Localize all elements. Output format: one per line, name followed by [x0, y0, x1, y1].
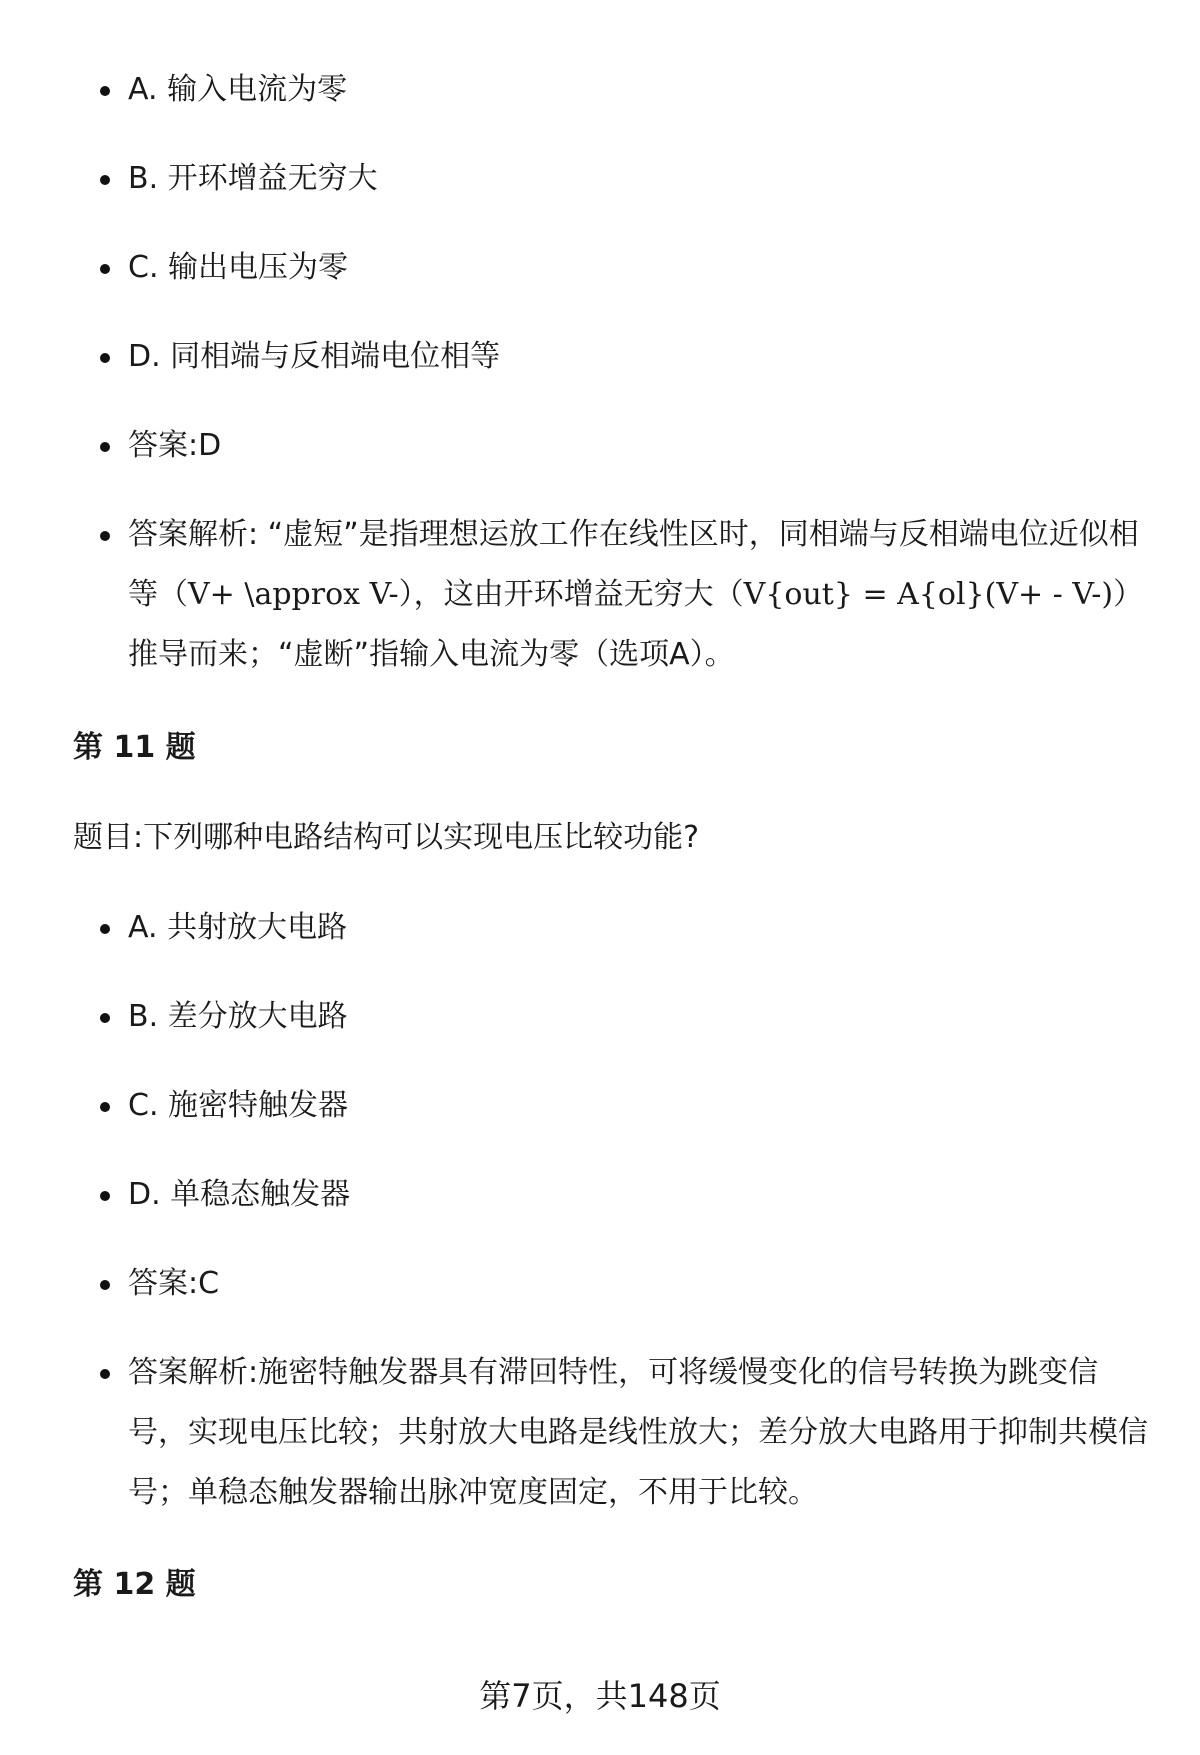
q11-answer [0, 1254, 1148, 1314]
q10-explain-math-2: V{out} = A{ol}(V+ - V-) [743, 577, 1114, 612]
q11-option-d-text: D. 单稳态触发器 [128, 1177, 351, 1212]
q10-option-c-text: C. 输出电压为零 [128, 250, 349, 285]
bullet-icon [100, 442, 110, 452]
question-12-heading: 第 12 题 [73, 1567, 196, 1602]
bullet-icon [100, 1369, 110, 1379]
q10-explain-suffix: ）推导而来；“虚断”指输入电流为零（选项A）。 [128, 577, 1144, 672]
q10-explain-mid: ），这由开环增益无穷大（ [398, 577, 744, 612]
q11-option-b [0, 987, 1148, 1047]
q10-option-b [0, 149, 1148, 209]
page-number-footer: 第7页，共148页 [479, 1677, 721, 1715]
q11-option-a-text: A. 共射放大电路 [128, 910, 348, 945]
bullet-icon [100, 264, 110, 274]
bullet-icon [100, 1102, 110, 1112]
q10-option-c [0, 238, 1148, 298]
q11-option-a [0, 898, 1148, 958]
q11-option-b-text: B. 差分放大电路 [128, 999, 348, 1034]
q10-explain-math-1: V+ \approx V- [188, 577, 399, 612]
bullet-icon [100, 353, 110, 363]
q10-answer [0, 416, 1148, 476]
q11-answer-text: 答案:C [128, 1266, 220, 1301]
question-11-text: 题目:下列哪种电路结构可以实现电压比较功能? [73, 820, 700, 855]
bullet-icon [100, 86, 110, 96]
bullet-icon [100, 175, 110, 185]
q11-option-c-text: C. 施密特触发器 [128, 1088, 349, 1123]
q11-explanation [0, 1343, 1148, 1523]
bullet-icon [100, 1280, 110, 1290]
q10-explanation-text [128, 505, 1150, 685]
q10-explanation [0, 505, 1148, 685]
q10-option-d-text: D. 同相端与反相端电位相等 [128, 339, 501, 374]
bullet-icon [100, 924, 110, 934]
q10-option-d [0, 327, 1148, 387]
q10-option-a-text: A. 输入电流为零 [128, 72, 348, 107]
q10-option-b-text: B. 开环增益无穷大 [128, 161, 378, 196]
bullet-icon [100, 531, 110, 541]
q11-option-c [0, 1076, 1148, 1136]
question-11-heading: 第 11 题 [73, 730, 196, 765]
bullet-icon [100, 1013, 110, 1023]
q10-option-list [0, 60, 1148, 714]
q11-option-list [0, 898, 1148, 1552]
q10-explain-prefix: 答案解析: “虚短”是指理想运放工作在线性区时，同相端与反相端电位近似相等（ [128, 517, 1139, 612]
q10-answer-text: 答案:D [128, 428, 222, 463]
bullet-icon [100, 1191, 110, 1201]
q10-option-a [0, 60, 1148, 120]
q11-explanation-text: 答案解析:施密特触发器具有滞回特性，可将缓慢变化的信号转换为跳变信号，实现电压比较；共射放大电路是线性放大；差分放大电路用于抑制共模信号；单稳态触发器输出脉冲宽度固定，不用于比较。 [128, 1355, 1148, 1510]
q11-option-d [0, 1165, 1148, 1225]
